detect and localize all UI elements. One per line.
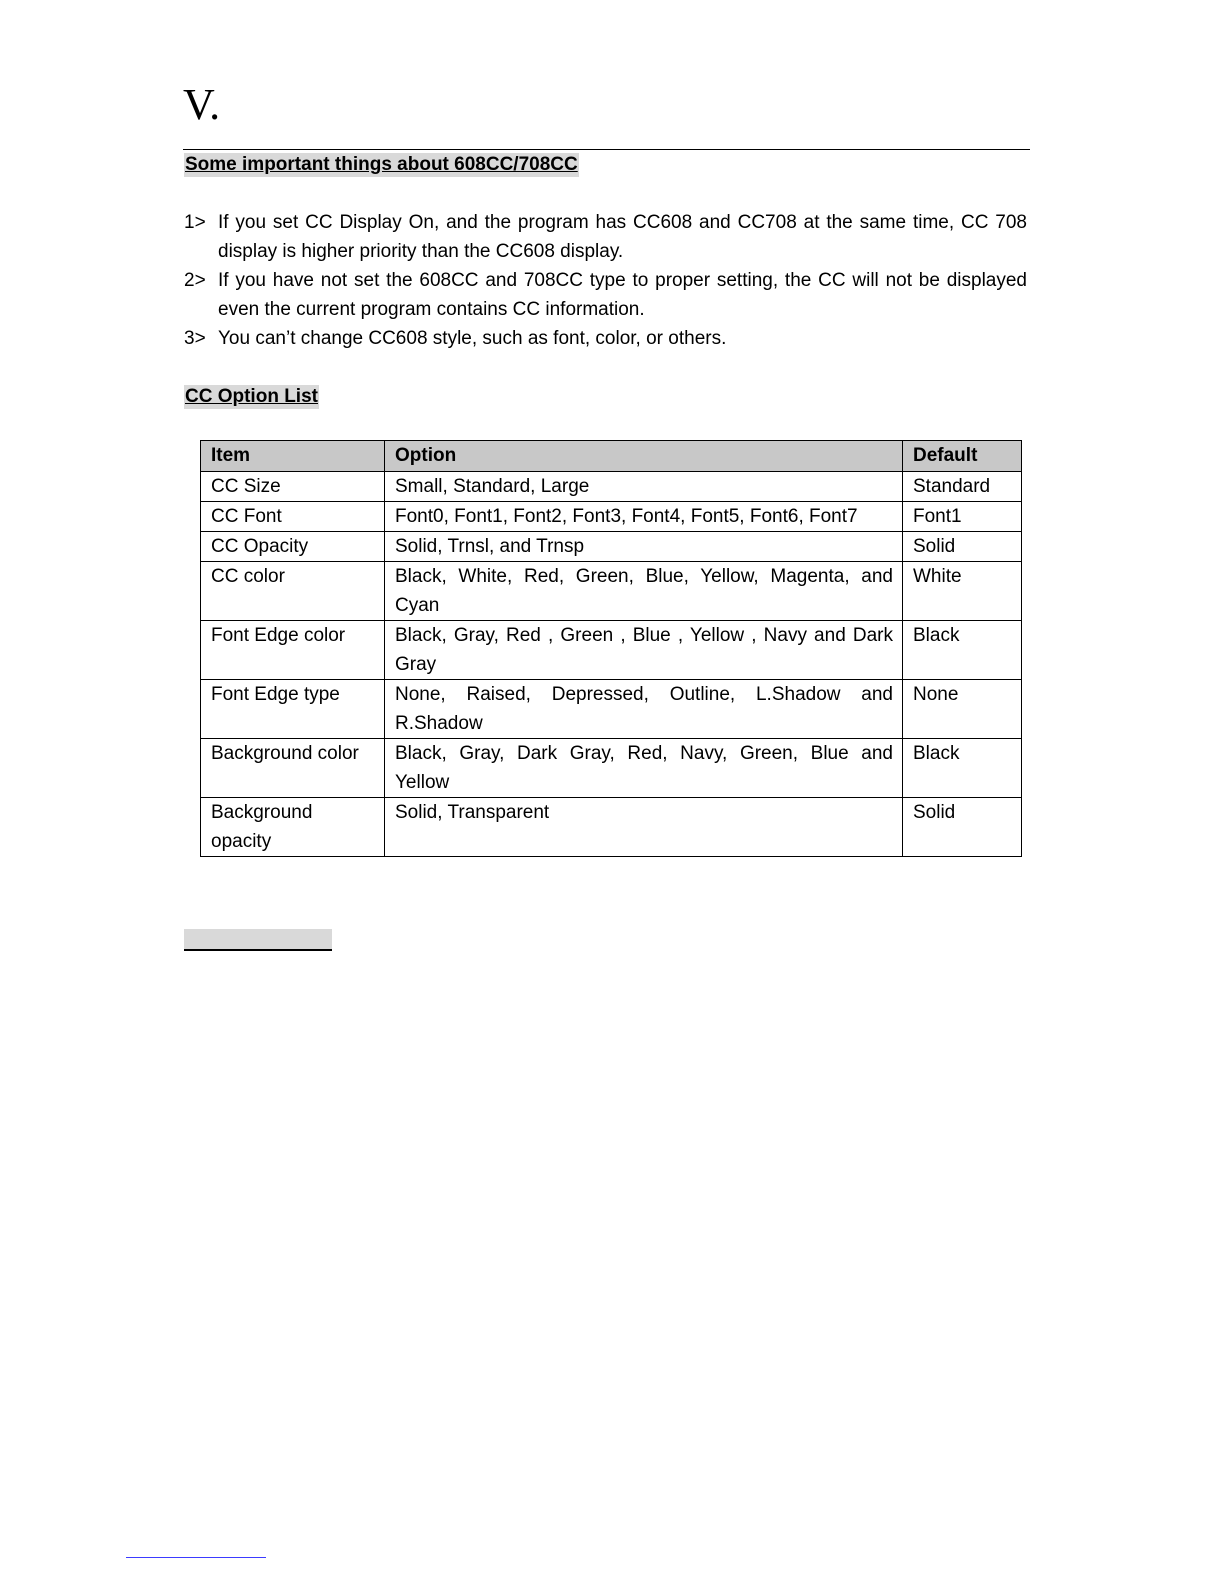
list-item-text: If you have not set the 608CC and 708CC type to proper setting, the CC will not be displayed even the current program contains CC information. <box>218 270 1027 320</box>
table-row <box>201 680 1022 739</box>
cc-notes-list <box>184 208 1027 353</box>
list-item-number: 3> <box>184 328 206 349</box>
cell-item: CC Size <box>201 472 385 502</box>
table-row <box>201 472 1022 502</box>
column-header-option: Option <box>385 441 903 472</box>
cell-item: Background color <box>201 739 385 798</box>
table-row <box>201 532 1022 562</box>
cell-item: CC Font <box>201 502 385 532</box>
cell-default: Font1 <box>903 502 1022 532</box>
cell-default: Standard <box>903 472 1022 502</box>
footer-rule <box>126 1557 266 1558</box>
list-item <box>184 208 1027 266</box>
section-heading-cc-notes: Some important things about 608CC/708CC <box>185 154 578 175</box>
cell-item: Font Edge type <box>201 680 385 739</box>
cell-item: Font Edge color <box>201 621 385 680</box>
cell-option: Solid, Transparent <box>385 798 903 857</box>
table-header-row <box>201 441 1022 472</box>
cell-option: Black, Gray, Red , Green , Blue , Yellow , Navy and Dark Gray <box>385 621 903 680</box>
section-heading-cc-option-list: CC Option List <box>185 386 318 407</box>
cell-default: White <box>903 562 1022 621</box>
cell-option: Font0, Font1, Font2, Font3, Font4, Font5, Font6, Font7 <box>385 502 903 532</box>
list-item <box>184 266 1027 324</box>
list-item-text: You can’t change CC608 style, such as font, color, or others. <box>218 328 727 349</box>
cell-option: Black, Gray, Dark Gray, Red, Navy, Green, Blue and Yellow <box>385 739 903 798</box>
table-row <box>201 562 1022 621</box>
list-item-number: 1> <box>184 212 206 233</box>
table-row <box>201 739 1022 798</box>
list-item-text: If you set CC Display On, and the program has CC608 and CC708 at the same time, CC 708 display is higher priority than the CC608 display. <box>218 212 1027 262</box>
cell-item: Background opacity <box>201 798 385 857</box>
cell-option: Solid, Trnsl, and Trnsp <box>385 532 903 562</box>
cell-default: Solid <box>903 532 1022 562</box>
cell-default: Black <box>903 621 1022 680</box>
cell-option: None, Raised, Depressed, Outline, L.Shadow and R.Shadow <box>385 680 903 739</box>
table-row <box>201 798 1022 857</box>
cell-option: Small, Standard, Large <box>385 472 903 502</box>
table-row <box>201 502 1022 532</box>
header-rule <box>183 149 1030 150</box>
list-item-number: 2> <box>184 270 206 291</box>
list-item <box>184 324 1027 353</box>
cell-item: CC Opacity <box>201 532 385 562</box>
cell-default: None <box>903 680 1022 739</box>
column-header-item: Item <box>201 441 385 472</box>
empty-section-heading <box>184 929 332 951</box>
cc-option-table <box>200 440 1022 857</box>
chapter-number: V. <box>183 80 221 129</box>
column-header-default: Default <box>903 441 1022 472</box>
cell-option: Black, White, Red, Green, Blue, Yellow, Magenta, and Cyan <box>385 562 903 621</box>
table-row <box>201 621 1022 680</box>
cell-item: CC color <box>201 562 385 621</box>
cell-default: Solid <box>903 798 1022 857</box>
cell-default: Black <box>903 739 1022 798</box>
